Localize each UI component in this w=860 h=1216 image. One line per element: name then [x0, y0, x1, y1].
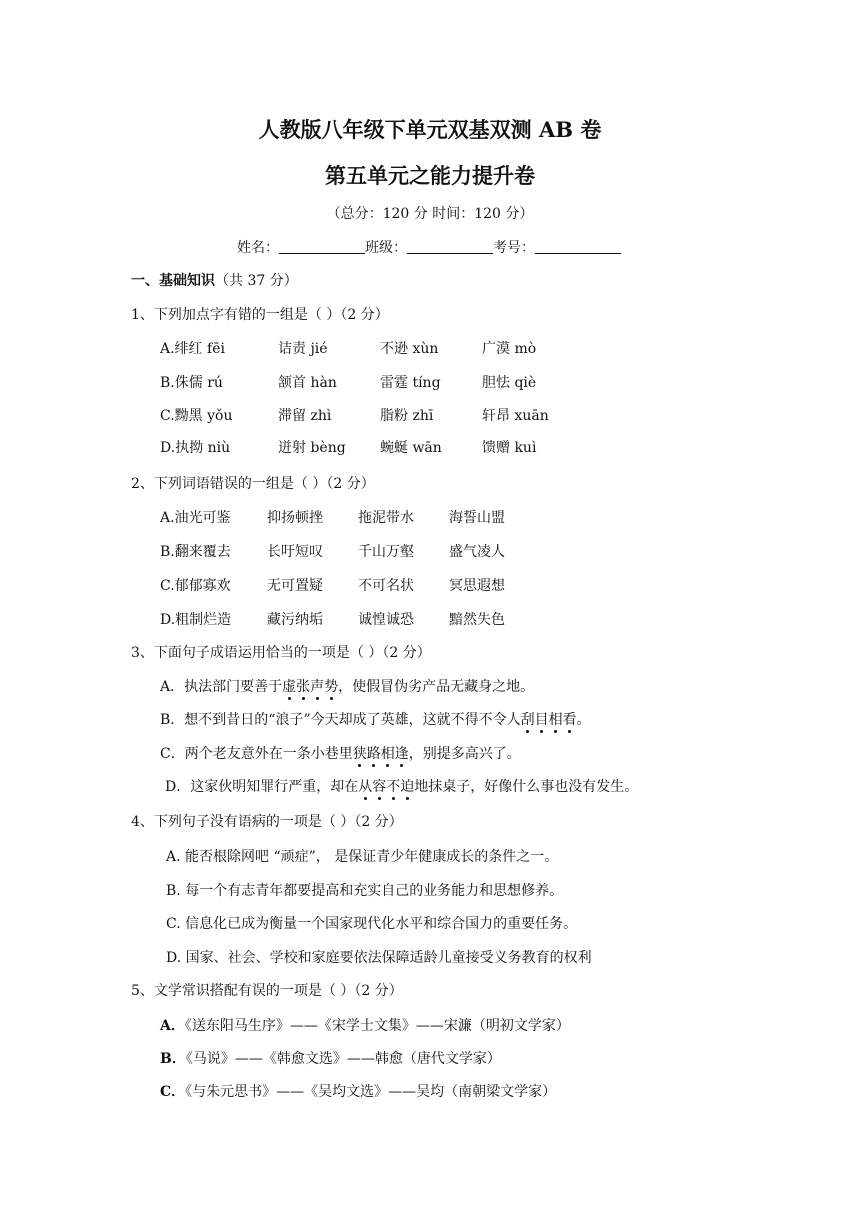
q1-cell: 轩昂 xuān — [482, 408, 549, 424]
q5-option-c — [160, 1081, 556, 1101]
q5-text: 《马说》——《韩愈文选》——韩愈（唐代文学家） — [185, 1051, 501, 1067]
q3-text: D．这家伙明知罪行严重，却在 — [165, 779, 359, 795]
q3-text: C．两个老友意外在一条小巷里 — [160, 746, 353, 762]
q1-cell: B.侏儒 rú — [160, 375, 223, 391]
q1-cell: 馈赠 kuì — [482, 440, 537, 456]
section-points: （共 37 分） — [215, 273, 298, 289]
question-1-stem: 1、下列加点字有错的一组是（ ）（2 分） — [131, 307, 389, 323]
emphasis-char: 迫 — [400, 776, 414, 796]
q5-letter: A． — [160, 1018, 185, 1034]
emphasis-char: 相 — [549, 709, 563, 729]
q1-cell: 颔首 hàn — [278, 375, 337, 391]
q4-option-c: C. 信息化已成为衡量一个国家现代化水平和综合国力的重要任务。 — [166, 916, 578, 932]
q2-cell: 不可名状 — [358, 578, 414, 594]
q5-letter: B． — [160, 1051, 186, 1067]
q2-cell: 盛气凌人 — [449, 544, 505, 560]
q1-cell: 滞留 zhì — [278, 408, 332, 424]
name-label: 姓名： — [237, 240, 279, 256]
q2-cell: 海誓山盟 — [449, 510, 505, 526]
q3-text: B．想不到昔日的“浪子”今天却成了英雄，这就不得不令人 — [160, 712, 521, 728]
emphasis-char: 容 — [372, 776, 386, 796]
section-heading — [131, 270, 298, 290]
q2-cell: D.粗制烂造 — [160, 612, 232, 628]
q1-cell: 诘责 jié — [278, 341, 328, 357]
question-4-stem: 4、下列句子没有语病的一项是（ ）（2 分） — [131, 814, 403, 830]
q5-letter: C． — [160, 1084, 186, 1100]
q2-cell: 千山万壑 — [358, 544, 414, 560]
q3-option-b — [160, 709, 591, 729]
emphasis-char: 刮 — [521, 709, 535, 729]
q3-option-a — [160, 676, 534, 696]
name-blank[interactable] — [279, 239, 365, 254]
emphasis-char: 不 — [386, 776, 400, 796]
q2-cell: 拖泥带水 — [358, 510, 414, 526]
q4-option-b: B. 每一个有志青年都要提高和充实自己的业务能力和思想修养。 — [166, 883, 564, 899]
question-2-stem: 2、下列词语错误的一组是（ ）（2 分） — [131, 476, 375, 492]
q1-cell: A.绯红 fēi — [160, 341, 225, 357]
emphasis-char: 声 — [310, 676, 324, 696]
emphasis-char: 从 — [358, 776, 372, 796]
q2-cell: 藏污纳垢 — [267, 612, 323, 628]
emphasis-char: 相 — [381, 743, 395, 763]
q2-cell: B.翻来覆去 — [160, 544, 231, 560]
question-5-stem: 5、文学常识搭配有误的一项是（ ）（2 分） — [131, 983, 403, 999]
q2-cell: C.郁郁寡欢 — [160, 578, 231, 594]
section-label: 一、基础知识 — [131, 273, 215, 289]
emphasis-char: 势 — [324, 676, 338, 696]
q3-option-d — [165, 776, 638, 796]
q1-cell: 雷霆 tíng — [380, 375, 441, 391]
q2-cell: 无可置疑 — [267, 578, 323, 594]
emphasis-char: 张 — [296, 676, 310, 696]
q1-cell: 蜿蜒 wān — [380, 440, 442, 456]
q3-idiom — [282, 679, 338, 695]
emphasis-char: 看 — [563, 709, 577, 729]
q3-text: ，别提多高兴了。 — [408, 746, 521, 762]
class-label: 班级： — [365, 240, 407, 256]
emphasis-char: 虚 — [282, 676, 296, 696]
q5-option-a — [160, 1015, 570, 1035]
q2-cell: 长吁短叹 — [267, 544, 323, 560]
score-time-info: （总分：120 分 时间：120 分） — [326, 206, 534, 222]
exam-number-blank[interactable] — [535, 239, 621, 254]
emphasis-char: 狭 — [353, 743, 367, 763]
q3-idiom — [353, 746, 409, 762]
q1-cell: D.执拗 niù — [160, 440, 231, 456]
q5-text: 《送东阳马生序》——《宋学士文集》——宋濂（明初文学家） — [184, 1018, 570, 1034]
question-3-stem: 3、下面句子成语运用恰当的一项是（ ）（2 分） — [131, 645, 431, 661]
q5-text: 《与朱元思书》——《吴均文选》——吴均（南朝梁文学家） — [185, 1084, 557, 1100]
q1-cell: 脂粉 zhī — [380, 408, 434, 424]
student-info-line — [237, 237, 621, 257]
emphasis-char: 逢 — [395, 743, 409, 763]
q3-idiom — [521, 712, 577, 728]
q3-option-c — [160, 743, 521, 763]
exam-title: 人教版八年级下单元双基双测 AB 卷 — [258, 117, 602, 142]
q4-option-a: A. 能否根除网吧 “顽症”， 是保证青少年健康成长的条件之一。 — [166, 849, 559, 865]
class-blank[interactable] — [407, 239, 493, 254]
q4-option-d: D. 国家、社会、学校和家庭要依法保障适龄儿童接受义务教育的权利 — [166, 950, 592, 966]
q1-cell: C.黝黑 yǒu — [160, 408, 233, 424]
q2-cell: 冥思遐想 — [449, 578, 505, 594]
q2-cell: 抑扬顿挫 — [267, 510, 323, 526]
q2-cell: A.油光可鉴 — [160, 510, 231, 526]
q1-cell: 迸射 bèng — [278, 440, 346, 456]
q3-text: 。 — [576, 712, 591, 728]
exam-number-label: 考号： — [493, 240, 535, 256]
emphasis-char: 目 — [535, 709, 549, 729]
q3-text: 地抹桌子，好像什么事也没有发生。 — [414, 779, 639, 795]
q5-option-b — [160, 1048, 501, 1068]
exam-subtitle-title: 第五单元之能力提升卷 — [325, 163, 535, 188]
q1-cell: 不逊 xùn — [380, 341, 439, 357]
q3-text: ，使假冒伪劣产品无藏身之地。 — [338, 679, 535, 695]
q3-idiom — [358, 779, 414, 795]
q1-cell: 胆怯 qiè — [482, 375, 537, 391]
q1-cell: 广漠 mò — [482, 341, 537, 357]
q2-cell: 黯然失色 — [449, 612, 505, 628]
q3-text: A．执法部门要善于 — [160, 679, 283, 695]
q2-cell: 诚惶诚恐 — [358, 612, 414, 628]
emphasis-char: 路 — [367, 743, 381, 763]
